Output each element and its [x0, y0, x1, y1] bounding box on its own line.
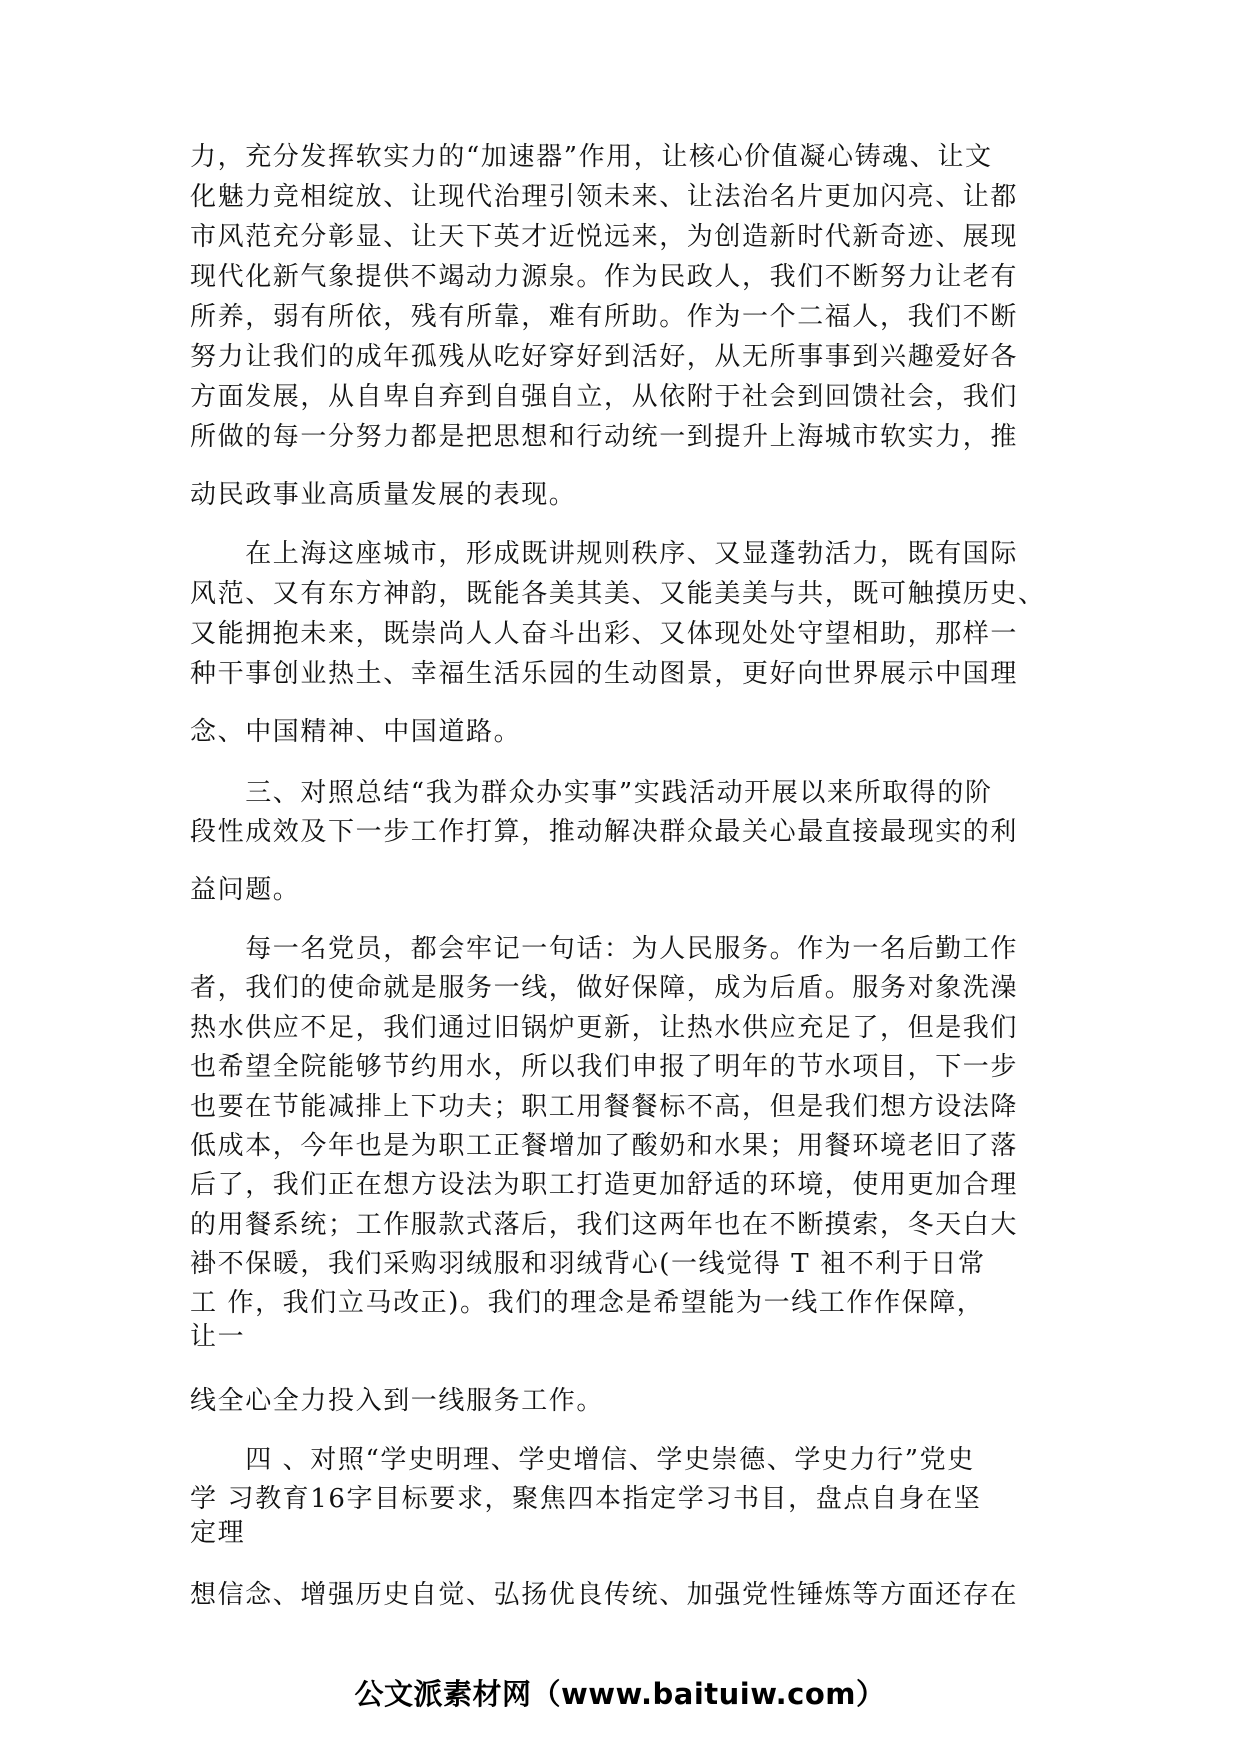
text-line: 在上海这座城市，形成既讲规则秩序、又显蓬勃活力，既有国际 — [190, 539, 1019, 569]
text-line: 后了，我们正在想方设法为职工打造更加舒适的环境，使用更加合理 — [190, 1170, 1019, 1200]
text-line: 四 、对照“学史明理、学史增信、学史崇德、学史力行”党史 — [190, 1445, 975, 1475]
text-line: 热水供应不足，我们通过旧锅炉更新，让热水供应充足了，但是我们 — [190, 1013, 1019, 1043]
text-line: 动民政事业高质量发展的表现。 — [190, 480, 577, 510]
text-line: 低成本，今年也是为职工正餐增加了酸奶和水果；用餐环境老旧了落 — [190, 1131, 1019, 1161]
text-line: 市风范充分彰显、让天下英才近悦远来，为创造新时代新奇迹、展现 — [190, 222, 1019, 252]
text-line: 力，充分发挥软实力的“加速器”作用，让核心价值凝心铸魂、让文 — [190, 142, 993, 172]
text-line: 工 作，我们立马改正)。我们的理念是希望能为一线工作作保障， — [190, 1288, 985, 1318]
text-line: 方面发展，从自卑自弃到自强自立，从依附于社会到回馈社会，我们 — [190, 382, 1019, 412]
text-line: 化魅力竞相绽放、让现代治理引领未来、让法治名片更加闪亮、让都 — [190, 182, 1019, 212]
text-line: 想信念、增强历史自觉、弘扬优良传统、加强党性锤炼等方面还存在 — [190, 1580, 1019, 1610]
text-line: 线全心全力投入到一线服务工作。 — [190, 1386, 605, 1416]
text-line: 现代化新气象提供不竭动力源泉。作为民政人，我们不断努力让老有 — [190, 262, 1019, 292]
text-line: 努力让我们的成年孤残从吃好穿好到活好，从无所事事到兴趣爱好各 — [190, 342, 1019, 372]
site-footer-watermark: 公文派素材网（www.baituiw.com） — [354, 1677, 886, 1711]
text-line: 定理 — [190, 1518, 246, 1548]
text-line: 风范、又有东方神韵，既能各美其美、又能美美与共，既可触摸历史、 — [190, 579, 1046, 609]
text-line: 也要在节能减排上下功夫；职工用餐餐标不高，但是我们想方设法降 — [190, 1092, 1019, 1122]
text-line: 让一 — [190, 1322, 246, 1352]
text-line: 益问题。 — [190, 875, 301, 905]
text-line: 褂不保暖，我们采购羽绒服和羽绒背心(一线觉得 T 袓不利于日常 — [190, 1249, 986, 1279]
text-line: 念、中国精神、中国道路。 — [190, 717, 522, 747]
text-line: 的用餐系统；工作服款式落后，我们这两年也在不断摸索，冬天白大 — [190, 1210, 1019, 1240]
text-line: 所做的每一分努力都是把思想和行动统一到提升上海城市软实力，推 — [190, 422, 1019, 452]
text-line: 每一名党员，都会牢记一句话：为人民服务。作为一名后勤工作 — [190, 934, 1019, 964]
text-line: 也希望全院能够节约用水，所以我们申报了明年的节水项目，下一步 — [190, 1052, 1019, 1082]
text-line: 者，我们的使命就是服务一线，做好保障，成为后盾。服务对象洗澡 — [190, 973, 1019, 1003]
text-line: 又能拥抱未来，既崇尚人人奋斗出彩、又体现处处守望相助，那样一 — [190, 619, 1019, 649]
text-line: 三、对照总结“我为群众办实事”实践活动开展以来所取得的阶 — [190, 778, 993, 808]
text-line: 所养，弱有所依，残有所靠，难有所助。作为一个二福人，我们不断 — [190, 302, 1019, 332]
text-line: 种干事创业热土、幸福生活乐园的生动图景，更好向世界展示中国理 — [190, 659, 1019, 689]
text-line: 段性成效及下一步工作打算，推动解决群众最关心最直接最现实的利 — [190, 817, 1019, 847]
text-line: 学 习教育16字目标要求，聚焦四本指定学习书目，盘点自身在坚 — [190, 1484, 982, 1514]
